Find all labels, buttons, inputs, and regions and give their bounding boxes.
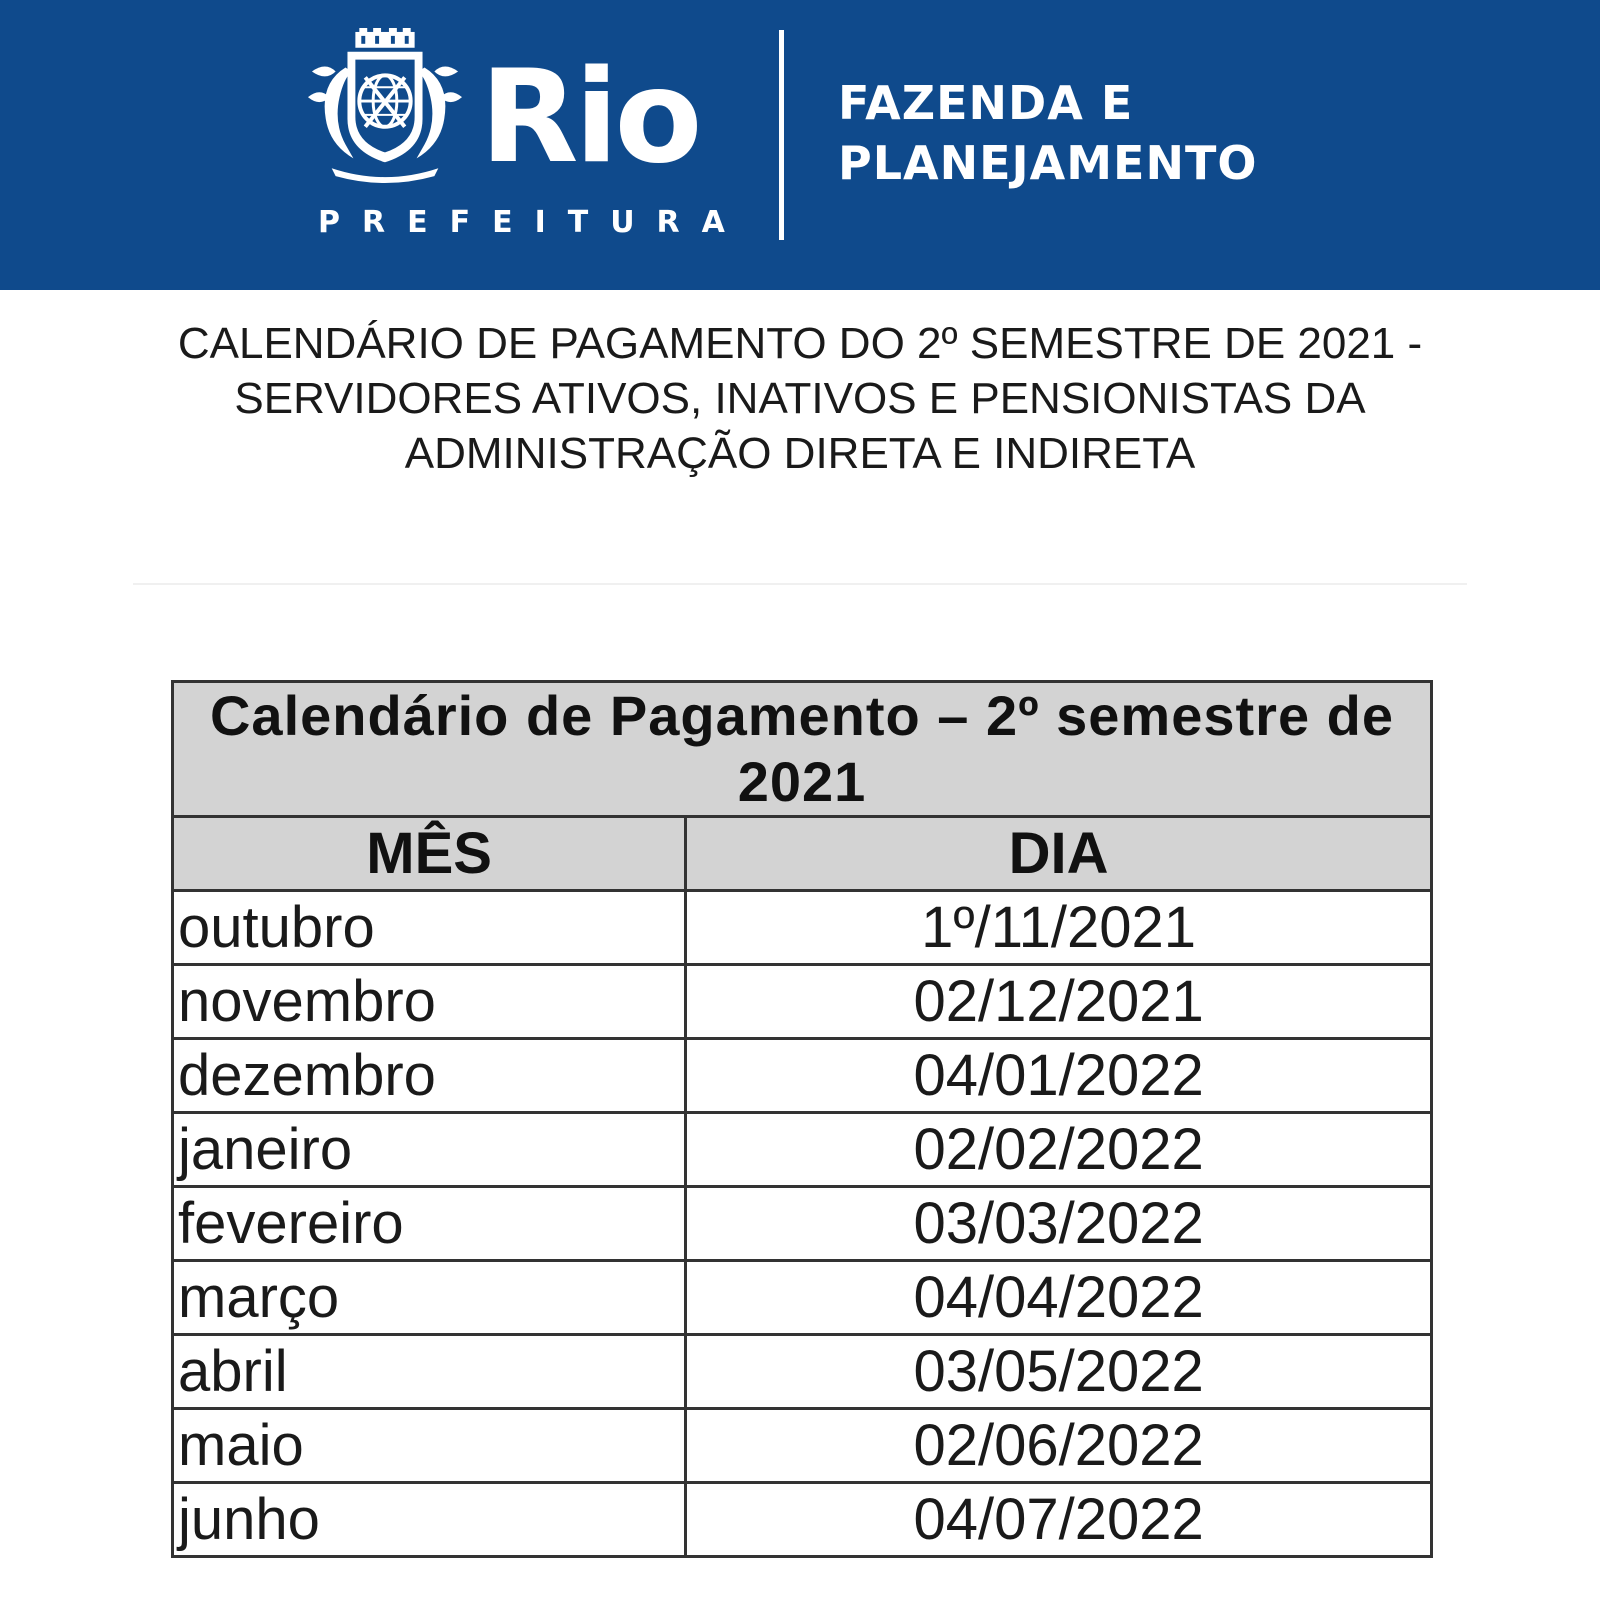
logo-wordmark: Rio bbox=[480, 43, 699, 192]
month-cell: outubro bbox=[173, 891, 686, 965]
month-cell: abril bbox=[173, 1335, 686, 1409]
table-caption-row bbox=[173, 682, 1432, 817]
payment-date-cell: 03/05/2022 bbox=[686, 1335, 1432, 1409]
table-row bbox=[173, 1187, 1432, 1261]
month-cell: novembro bbox=[173, 965, 686, 1039]
banner-divider bbox=[779, 30, 784, 240]
payment-date-cell: 04/04/2022 bbox=[686, 1261, 1432, 1335]
month-cell: dezembro bbox=[173, 1039, 686, 1113]
table-row bbox=[173, 1261, 1432, 1335]
payment-date-cell: 02/02/2022 bbox=[686, 1113, 1432, 1187]
payment-date-cell: 04/01/2022 bbox=[686, 1039, 1432, 1113]
month-cell: março bbox=[173, 1261, 686, 1335]
month-cell: janeiro bbox=[173, 1113, 686, 1187]
column-header-day: DIA bbox=[686, 817, 1432, 891]
coat-of-arms-icon bbox=[306, 28, 464, 186]
payment-date-cell: 04/07/2022 bbox=[686, 1483, 1432, 1557]
header-banner bbox=[0, 0, 1600, 290]
payment-date-cell: 02/06/2022 bbox=[686, 1409, 1432, 1483]
payment-schedule-table bbox=[171, 680, 1433, 1558]
table-row bbox=[173, 1039, 1432, 1113]
department-line-2: PLANEJAMENTO bbox=[838, 136, 1258, 190]
logo-subtitle: PREFEITURA bbox=[318, 205, 747, 240]
table-header-row bbox=[173, 817, 1432, 891]
table-row bbox=[173, 1113, 1432, 1187]
month-cell: junho bbox=[173, 1483, 686, 1557]
month-cell: maio bbox=[173, 1409, 686, 1483]
department-name bbox=[838, 73, 1257, 193]
divider bbox=[133, 583, 1467, 585]
table-row bbox=[173, 1335, 1432, 1409]
table-row bbox=[173, 1409, 1432, 1483]
table-caption: Calendário de Pagamento – 2º semestre de 2021 bbox=[173, 682, 1432, 817]
table-row bbox=[173, 965, 1432, 1039]
table-row bbox=[173, 891, 1432, 965]
payment-date-cell: 1º/11/2021 bbox=[686, 891, 1432, 965]
page-title: CALENDÁRIO DE PAGAMENTO DO 2º SEMESTRE DE 2021 - SERVIDORES ATIVOS, INATIVOS E PENSIONISTAS DA ADMINISTRAÇÃO DIRETA E INDIRETA bbox=[177, 319, 1423, 478]
column-header-month: MÊS bbox=[173, 817, 686, 891]
payment-date-cell: 02/12/2021 bbox=[686, 965, 1432, 1039]
month-cell: fevereiro bbox=[173, 1187, 686, 1261]
payment-date-cell: 03/03/2022 bbox=[686, 1187, 1432, 1261]
department-line-1: FAZENDA E bbox=[838, 76, 1134, 130]
table-row bbox=[173, 1483, 1432, 1557]
